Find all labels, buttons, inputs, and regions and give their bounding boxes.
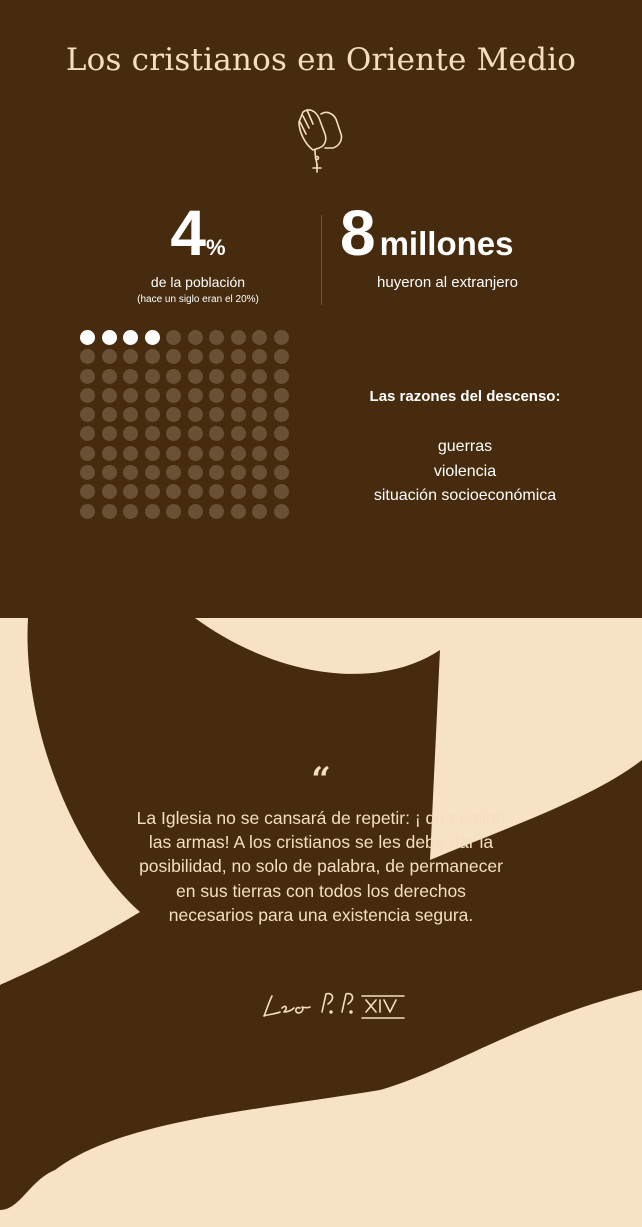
quote-text: La Iglesia no se cansará de repetir: ¡ que callen las armas! A los cristianos se les debe dar la posibilidad, no solo de palabra, de permanecer en sus tierras con todos los derechos necesarios para una existencia segura. [136, 808, 506, 925]
population-dot-filled [145, 330, 160, 345]
population-dot [188, 330, 203, 345]
population-dot [145, 388, 160, 403]
population-label: de la población [150, 274, 246, 290]
population-dot [166, 446, 181, 461]
population-dot [274, 484, 289, 499]
population-dot [252, 388, 267, 403]
population-dot [209, 504, 224, 519]
population-dot [252, 330, 267, 345]
population-dot [123, 446, 138, 461]
population-dot [252, 349, 267, 364]
population-dot [274, 426, 289, 441]
reason-item: guerras [437, 438, 493, 455]
population-dot [80, 504, 95, 519]
population-dot [145, 446, 160, 461]
population-dot [102, 407, 117, 422]
population-dot [102, 388, 117, 403]
population-dot [80, 426, 95, 441]
population-dot [102, 349, 117, 364]
stats-divider [321, 215, 322, 305]
population-dot [231, 349, 246, 364]
reason-item: situación socioeconómica [373, 487, 557, 504]
population-note: (hace un siglo eran el 20%) [137, 294, 259, 305]
population-dot [231, 426, 246, 441]
population-dot [209, 484, 224, 499]
population-dot [102, 446, 117, 461]
population-dot [145, 465, 160, 480]
population-dot [274, 330, 289, 345]
praying-hands-icon [291, 104, 351, 174]
population-dot [252, 369, 267, 384]
fled-value: 8 [340, 197, 376, 269]
population-dot [231, 369, 246, 384]
population-dot [231, 407, 246, 422]
population-dot [166, 349, 181, 364]
population-dot [274, 388, 289, 403]
population-dot [80, 465, 95, 480]
population-dot [231, 465, 246, 480]
population-dot [145, 407, 160, 422]
population-dot [274, 504, 289, 519]
population-dot [252, 426, 267, 441]
population-dot [80, 349, 95, 364]
population-dot [188, 369, 203, 384]
population-dot [274, 407, 289, 422]
quote-mark-icon: “ [311, 760, 331, 800]
fled-label: huyeron al extranjero [377, 274, 518, 291]
population-dot [145, 369, 160, 384]
population-dot [274, 349, 289, 364]
population-dot [231, 330, 246, 345]
population-dot [231, 504, 246, 519]
population-dot [166, 465, 181, 480]
population-dot [80, 407, 95, 422]
population-dot [274, 446, 289, 461]
population-dot [274, 369, 289, 384]
population-dot [252, 504, 267, 519]
population-dot [145, 349, 160, 364]
population-dot [209, 388, 224, 403]
population-dot [145, 484, 160, 499]
population-dot [102, 426, 117, 441]
population-dot [252, 407, 267, 422]
reason-item: violencia [433, 462, 497, 480]
population-dot [209, 330, 224, 345]
population-dot [102, 465, 117, 480]
population-dot [145, 426, 160, 441]
population-dot [231, 388, 246, 403]
population-dot [188, 484, 203, 499]
population-dot [209, 465, 224, 480]
population-dot [145, 504, 160, 519]
population-dot [166, 504, 181, 519]
population-dot [80, 446, 95, 461]
population-dot [231, 446, 246, 461]
population-dot [188, 446, 203, 461]
population-dot [188, 349, 203, 364]
population-dot [123, 369, 138, 384]
population-dot [123, 504, 138, 519]
population-dot [123, 349, 138, 364]
population-dot [252, 446, 267, 461]
fled-unit: millones [379, 225, 514, 262]
population-dot [209, 369, 224, 384]
population-dot [123, 407, 138, 422]
population-dot [188, 504, 203, 519]
population-dot [252, 465, 267, 480]
population-dot-filled [80, 330, 95, 345]
population-dot [123, 465, 138, 480]
population-stat [98, 198, 298, 305]
population-dot [166, 407, 181, 422]
population-dot [123, 388, 138, 403]
population-value: 4 [170, 197, 207, 269]
population-dot [102, 369, 117, 384]
population-dot [274, 465, 289, 480]
population-dot [80, 388, 95, 403]
signature [258, 982, 418, 1032]
population-dot [80, 484, 95, 499]
population-dot [123, 426, 138, 441]
population-dot [166, 330, 181, 345]
reasons-title: Las razones del descenso: [369, 388, 561, 405]
population-dot-filled [102, 330, 117, 345]
population-dot [209, 349, 224, 364]
population-dot [209, 426, 224, 441]
population-dot-filled [123, 330, 138, 345]
population-dot [80, 369, 95, 384]
reasons-list [330, 435, 600, 509]
population-dot [166, 369, 181, 384]
population-dot [166, 426, 181, 441]
fled-stat [340, 198, 600, 291]
population-dot [123, 484, 138, 499]
population-dot [209, 407, 224, 422]
population-dot [166, 484, 181, 499]
population-dot [252, 484, 267, 499]
page-title: Los cristianos en Oriente Medio [65, 42, 577, 78]
population-dot [166, 388, 181, 403]
population-dot [231, 484, 246, 499]
population-dot-grid [80, 330, 296, 523]
population-dot [188, 426, 203, 441]
population-dot [188, 388, 203, 403]
population-dot [209, 446, 224, 461]
population-unit: % [206, 235, 226, 260]
population-dot [102, 484, 117, 499]
population-dot [188, 465, 203, 480]
population-dot [102, 504, 117, 519]
population-dot [188, 407, 203, 422]
